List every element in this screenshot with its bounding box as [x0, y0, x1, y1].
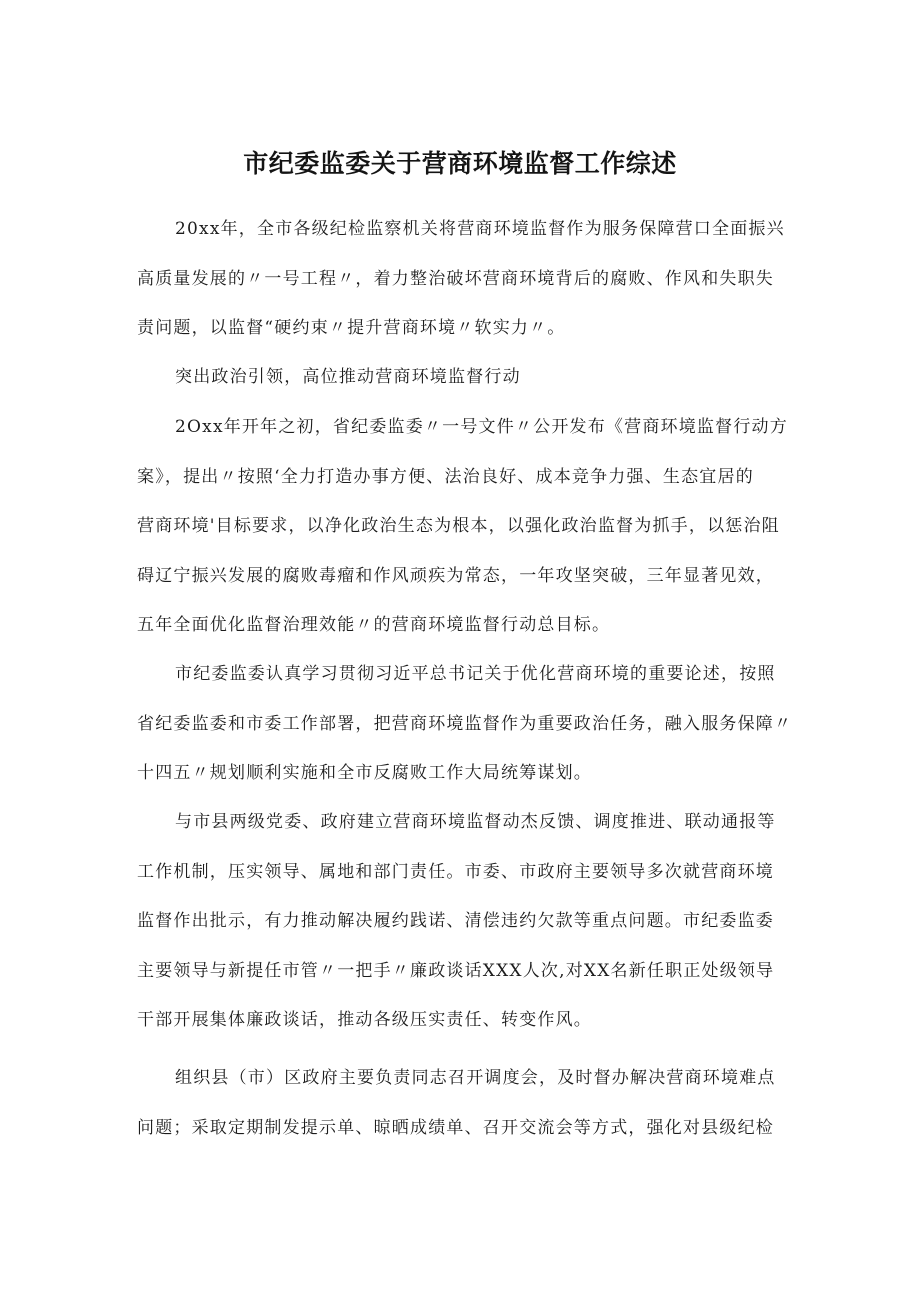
text-line: 工作机制，压实领导、属地和部门责任。市委、市政府主要领导多次就营商环境: [137, 861, 774, 882]
text-line: 与市县两级党委、政府建立营商环境监督动杰反馈、调度推进、联动通报等: [175, 812, 776, 832]
text-line: 组织县（市）区政府主要负责同志召开调度会，及时督办解决营商环境难点: [175, 1068, 776, 1088]
text-line: 碍辽宁振兴发展的腐败毒瘤和作风顽疾为常态，一年攻坚突破，三年显著见效，: [137, 565, 774, 586]
text-line: 2Oxx年开年之初，省纪委监委〃一号文件〃公开发布《营商环境监督行动方: [175, 417, 788, 437]
document-title: 市纪委监委关于营商环境监督工作综述: [243, 149, 677, 178]
text-line: 营商环境'目标要求，以净化政治生态为根本，以强化政治监督为抓手，以惩治阻: [137, 516, 780, 536]
paragraph-5: [137, 798, 797, 1046]
section-heading: [137, 353, 797, 403]
text-line: 监督作出批示，有力推动解决履约践诺、清偿违约欠款等重点问题。市纪委监委: [137, 911, 774, 931]
text-line: 省纪委监委和市委工作部署，把营商环境监督作为重要政治任务，融入服务保障〃: [137, 713, 793, 734]
paragraph-6: [137, 1054, 797, 1153]
text-line: 市纪委监委认真学习贯彻习近平总书记关于优化营商环境的重要论述，按照: [175, 664, 776, 684]
text-line: 20xx年，全市各级纪检监察机关将营商环境监督作为服务保障营口全面振兴: [175, 219, 785, 239]
text-line: 问题；采取定期制发提示单、晾晒成绩单、召开交流会等方式，强化对县级纪检: [137, 1117, 774, 1138]
text-line: 十四五〃规划顺利实施和全市反腐败工作大局统筹谋划。: [137, 763, 592, 783]
text-line: 干部开展集体廉政谈话，推动各级压实责任、转变作风。: [137, 1010, 592, 1030]
paragraph-3: [137, 403, 797, 651]
text-line: 五年全面优化监督治理效能〃的营商环境监督行动总目标。: [137, 615, 611, 635]
text-line: 突出政治引领，高位推动营商环境监督行动: [175, 367, 521, 387]
paragraph-1: [137, 205, 797, 354]
text-line: 主要领导与新提任市管〃一把手〃廉政谈话XXX人次,对XX名新任职正处级领导: [137, 960, 775, 981]
text-line: 高质量发展的〃一号工程〃，着力整治破坏营商环境背后的腐败、作风和失职失: [137, 268, 774, 289]
text-line: 责问题，以监督“硬约束〃提升营商环境〃软实力〃。: [137, 318, 566, 338]
text-line: 案》，提出〃按照‘全力打造办事方便、法治良好、成本竞争力强、生态宜居的: [137, 466, 754, 487]
paragraph-4: [137, 650, 797, 799]
